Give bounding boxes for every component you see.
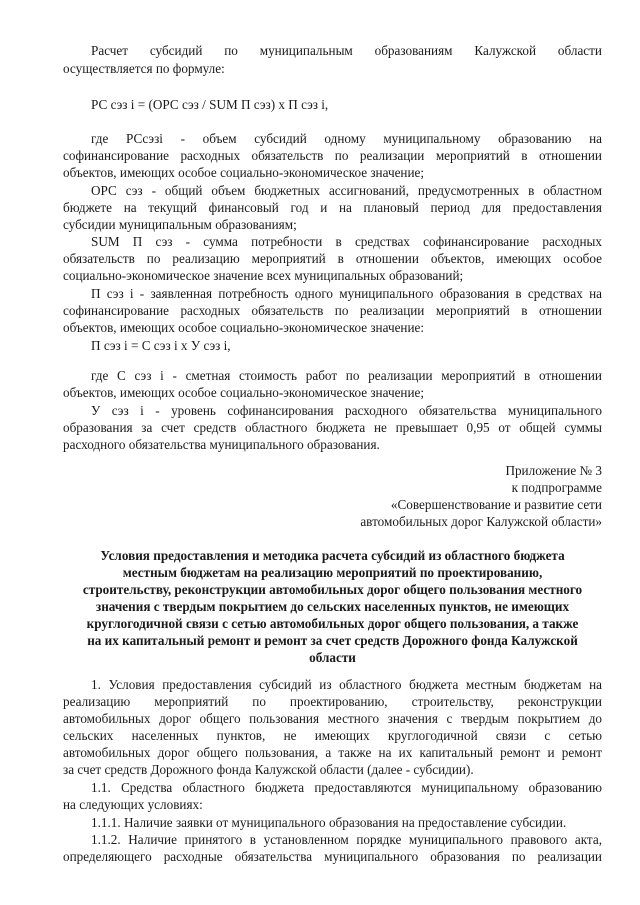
text-line: сельских населенных пунктов, не имеющих круглогодичной связи с сетью	[63, 728, 602, 743]
section-heading: круглогодичной связи с сетью автомобильных дорог общего пользования, а также	[86, 616, 579, 631]
text-line: определяющего расходные обязательства муниципального образования по реализации	[63, 849, 602, 864]
text-line: осуществляется по формуле:	[63, 61, 225, 76]
text-line: образования за счет средств областного бюджета не превышает 0,95 от общей суммы	[63, 420, 602, 435]
formula: П сэз i = С сэз i х У сэз i,	[91, 338, 231, 353]
section-heading: местным бюджетам на реализацию мероприятий по проектированию,	[122, 565, 543, 580]
appendix-line: к подпрограмме	[511, 480, 602, 495]
section-heading: строительству, реконструкции автомобильных дорог общего пользования местного	[82, 582, 583, 597]
text-line: автомобильных дорог общего пользования, а также на их капитальный ремонт и ремонт	[63, 745, 602, 760]
text-line: ОРС сэз - общий объем бюджетных ассигнований, предусмотренных в областном	[91, 183, 602, 198]
text-line: субсидии муниципальным образованиям;	[63, 217, 297, 232]
section-heading: значения с твердым покрытием до сельских населенных пунктов, не имеющих	[95, 599, 570, 614]
formula: РС сэз i = (ОРС сэз / SUM П сэз) x П сэз i,	[91, 97, 329, 112]
text-line: обязательств по реализацию мероприятий в отношении объектов, имеющих особое	[63, 251, 602, 266]
text-line: расходного обязательства муниципального образования.	[63, 437, 380, 452]
text-line: за счет средств Дорожного фонда Калужской области (далее - субсидии).	[63, 762, 474, 777]
text-line: 1.1.2. Наличие принятого в установленном порядке муниципального правового акта,	[91, 832, 602, 847]
text-line: софинансирование расходных обязательств по реализации мероприятий в отношении	[63, 148, 602, 163]
text-line: 1.1. Средства областного бюджета предоставляются муниципальному образованию	[91, 780, 602, 795]
text-line: SUM П сэз - сумма потребности в средствах софинансирование расходных	[91, 234, 602, 249]
text-line: социально-экономическое значение всех муниципальных образований;	[63, 268, 464, 283]
text-line: софинансирование расходных обязательств по реализации мероприятий в отношении	[63, 303, 602, 318]
text-line: объектов, имеющих особое социально-экономическое значение;	[63, 385, 425, 400]
section-heading: Условия предоставления и методика расчета субсидий из областного бюджета	[100, 548, 565, 563]
text-line: на следующих условиях:	[63, 797, 203, 812]
text-line: Расчет субсидий по муниципальным образованиям Калужской области	[91, 43, 602, 58]
text-line: бюджете на текущий финансовый год и на плановый период для предоставления	[63, 200, 602, 215]
text-line: 1.1.1. Наличие заявки от муниципального образования на предоставление субсидии.	[91, 815, 567, 830]
text-line: объектов, имеющих особое социально-экономическое значение;	[63, 165, 425, 180]
text-line: 1. Условия предоставления субсидий из областного бюджета местным бюджетам на	[91, 677, 602, 692]
text-line: У сэз i - уровень софинансирования расходного обязательства муниципального	[91, 403, 602, 418]
text-line: где РСсэзi - объем субсидий одному муниципальному образованию на	[91, 131, 602, 146]
text-line: объектов, имеющих особое социально-экономическое значение:	[63, 320, 425, 335]
text-line: реализацию мероприятий по проектированию, строительству, реконструкции	[63, 694, 602, 709]
section-heading: области	[309, 650, 356, 665]
appendix-line: «Совершенствование и развитие сети	[390, 497, 602, 512]
text-line: П сэз i - заявленная потребность одного муниципального образования в средствах на	[91, 286, 602, 301]
text-line: автомобильных дорог общего пользования местного значения с твердым покрытием до	[63, 711, 602, 726]
text-line: где С сэз i - сметная стоимость работ по реализации мероприятий в отношении	[91, 368, 602, 383]
section-heading: на их капитальный ремонт и ремонт за счет средств Дорожного фонда Калужской	[87, 633, 578, 648]
appendix-line: Приложение № 3	[505, 463, 602, 478]
appendix-line: автомобильных дорог Калужской области»	[360, 514, 602, 529]
